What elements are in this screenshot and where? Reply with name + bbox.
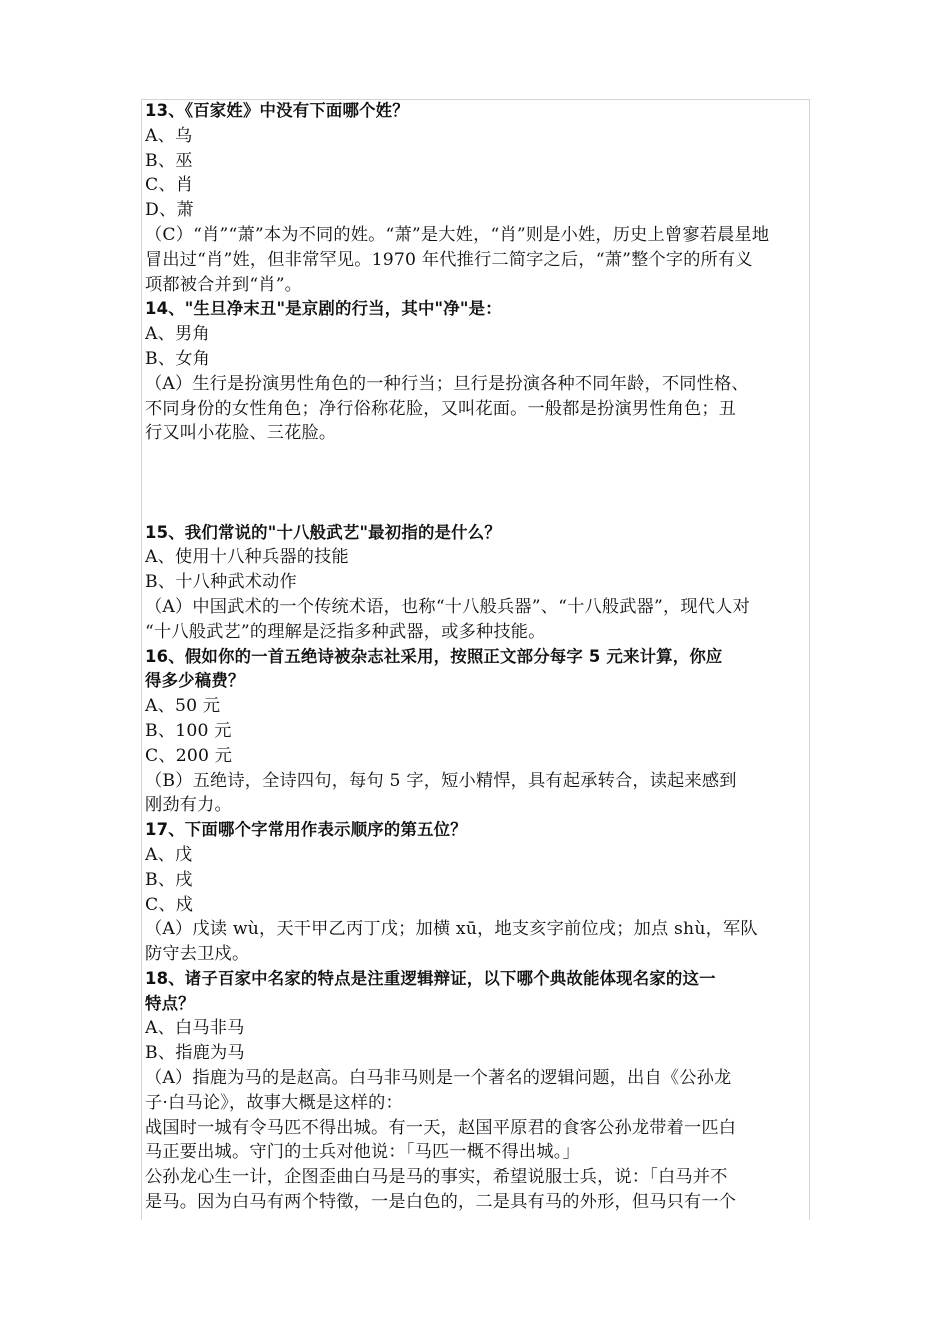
option-b: B、指鹿为马: [145, 1043, 245, 1064]
answer-explanation: （C）“肖”“萧”本为不同的姓。“萧”是大姓，“肖”则是小姓，历史上曾寥若晨星地: [145, 224, 770, 245]
question-title: 得多少稿费？: [145, 671, 245, 691]
option-a: A、男角: [145, 324, 210, 345]
answer-explanation: 项都被合并到“肖”。: [145, 274, 303, 295]
option-a: A、50 元: [145, 696, 221, 717]
option-b: B、十八种武术动作: [145, 572, 297, 593]
question-title: 13、《百家姓》中没有下面哪个姓？: [145, 101, 409, 120]
answer-explanation: 冒出过“肖”姓，但非常罕见。1970 年代推行二简字之后，“萧”整个字的所有义: [145, 249, 753, 270]
option-a: A、使用十八种兵器的技能: [145, 547, 349, 568]
option-c: C、肖: [145, 175, 194, 196]
answer-explanation: 刚劲有力。: [145, 795, 232, 816]
answer-explanation: （A）生行是扮演男性角色的一种行当；旦行是扮演各种不同年龄，不同性格、: [145, 373, 749, 394]
answer-explanation: 公孙龙心生一计，企图歪曲白马是马的事实，希望说服士兵，说：「白马并不: [145, 1167, 728, 1188]
blank-space: [145, 446, 807, 520]
answer-explanation: “十八般武艺”的理解是泛指多种武器，或多种技能。: [145, 621, 546, 642]
answer-explanation: 战国时一城有令马匹不得出城。有一天，赵国平原君的食客公孙龙带着一匹白: [145, 1117, 737, 1138]
option-d: D、萧: [145, 200, 194, 221]
question-title: 14、"生旦净末丑"是京剧的行当，其中"净"是：: [145, 299, 502, 319]
question-15: [145, 521, 807, 645]
option-b: B、女角: [145, 348, 210, 369]
option-a: A、白马非马: [145, 1018, 245, 1039]
question-title: 17、下面哪个字常用作表示顺序的第五位？: [145, 820, 467, 840]
question-title: 15、我们常说的"十八般武艺"最初指的是什么？: [145, 522, 501, 542]
question-title: 特点？: [145, 993, 195, 1013]
option-b: B、戌: [145, 869, 193, 890]
option-a: A、乌: [145, 125, 193, 146]
question-18: [145, 967, 807, 1215]
answer-explanation: （B）五绝诗，全诗四句，每句 5 字，短小精悍，具有起承转合，读起来感到: [145, 770, 737, 791]
answer-explanation: 不同身份的女性角色；净行俗称花脸，又叫花面。一般都是扮演男性角色；丑: [145, 398, 737, 419]
answer-explanation: 行又叫小花脸、三花脸。: [145, 423, 337, 444]
question-title: 16、假如你的一首五绝诗被杂志社采用，按照正文部分每字 5 元来计算，你应: [145, 646, 723, 666]
answer-explanation: （A）中国武术的一个传统术语，也称“十八般兵器”、“十八般武器”，现代人对: [145, 596, 750, 617]
answer-explanation: （A）指鹿为马的是赵高。白马非马则是一个著名的逻辑问题，出自《公孙龙: [145, 1068, 732, 1089]
answer-explanation: （A）戊读 wù，天干甲乙丙丁戊；加横 xū，地支亥字前位戌；加点 shù，军队: [145, 919, 758, 940]
question-14: [145, 297, 807, 446]
answer-explanation: 是马。因为白马有两个特徵，一是白色的，二是具有马的外形，但马只有一个: [145, 1192, 737, 1213]
option-c: C、戍: [145, 894, 194, 915]
question-17: [145, 818, 807, 967]
question-13: [145, 99, 807, 297]
option-b: B、巫: [145, 150, 193, 171]
answer-explanation: 马正要出城。守门的士兵对他说：「马匹一概不得出城。」: [145, 1142, 580, 1163]
answer-explanation: 防守去卫戍。: [145, 944, 250, 965]
quiz-content: [145, 99, 807, 1215]
option-c: C、200 元: [145, 745, 233, 766]
option-a: A、戊: [145, 844, 193, 865]
question-16: [145, 645, 807, 819]
option-b: B、100 元: [145, 720, 232, 741]
question-title: 18、诸子百家中名家的特点是注重逻辑辩证，以下哪个典故能体现名家的这一: [145, 968, 716, 988]
answer-explanation: 子·白马论》，故事大概是这样的：: [145, 1092, 403, 1113]
